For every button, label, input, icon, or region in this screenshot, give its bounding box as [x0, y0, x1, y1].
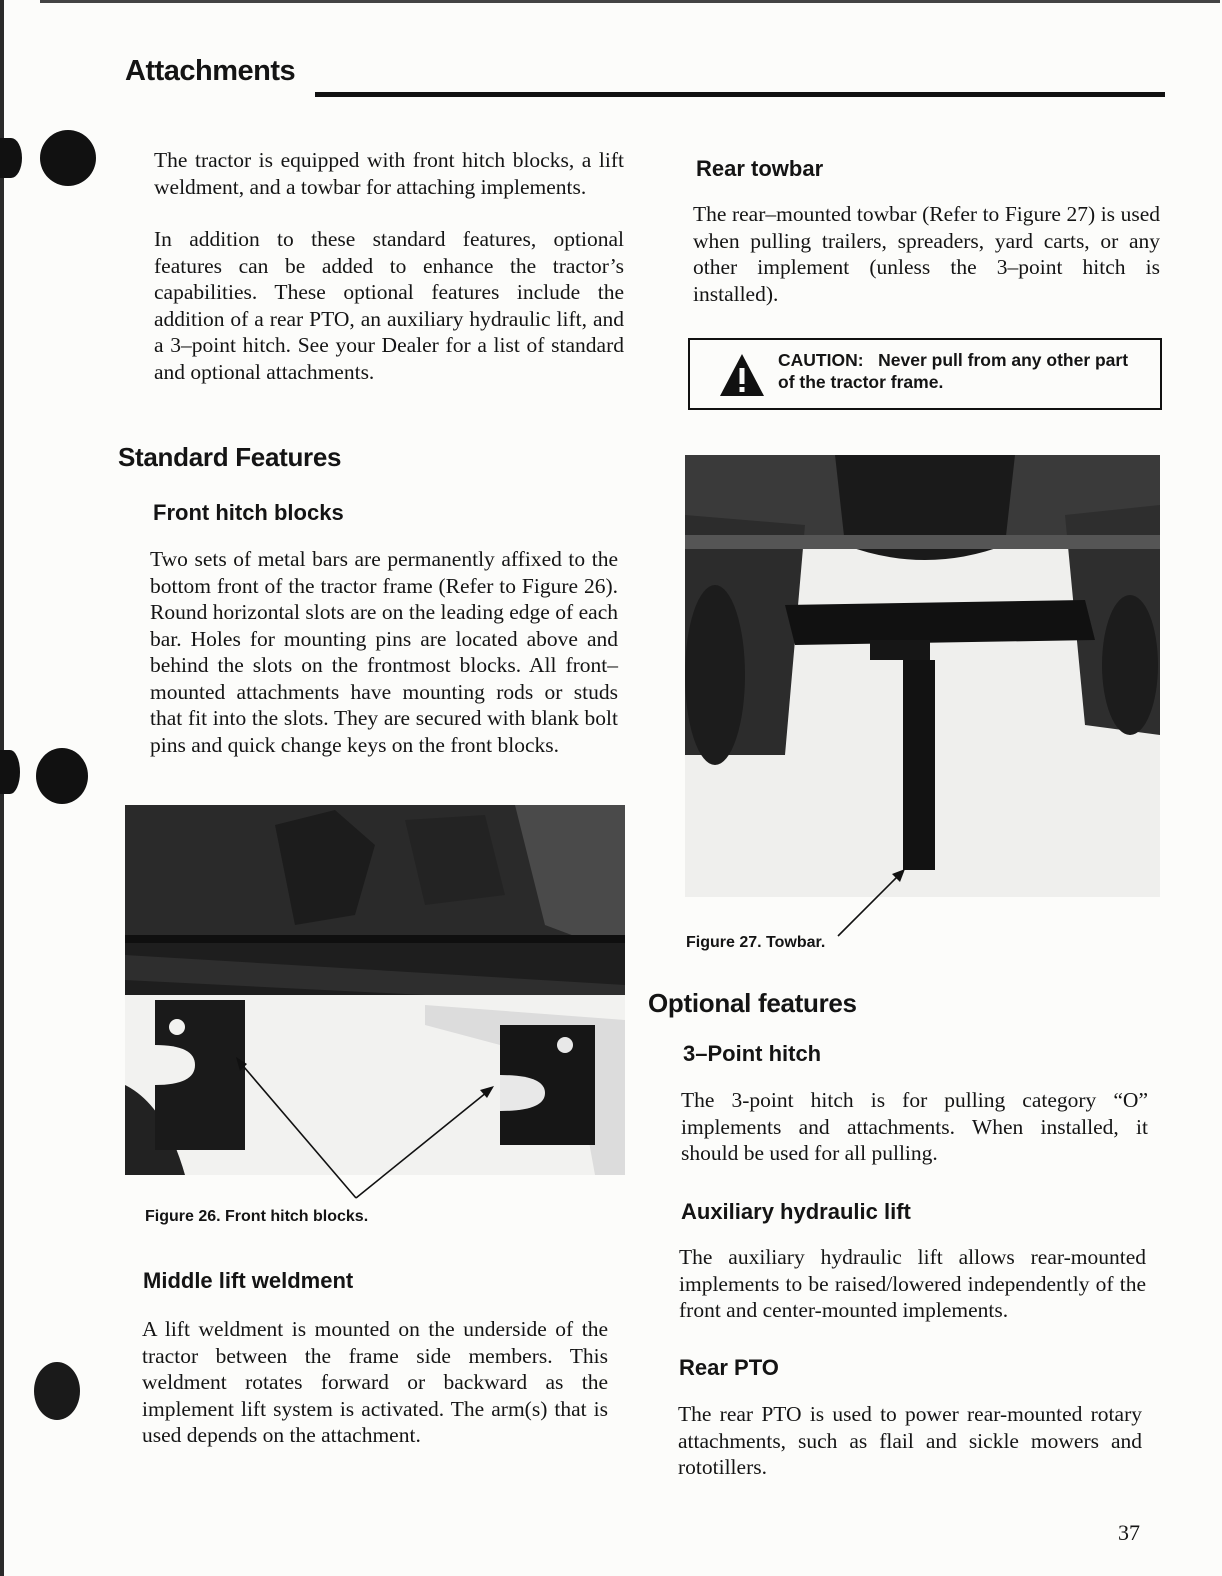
caution-label: CAUTION: — [778, 350, 864, 370]
figure-26-photo — [125, 805, 625, 1175]
three-point-hitch-heading: 3–Point hitch — [683, 1041, 822, 1066]
caution-text: Never pull from any other part of the tractor frame. — [778, 350, 1129, 392]
figure-27-photo — [685, 455, 1160, 897]
front-hitch-blocks-illustration — [125, 805, 625, 1175]
rear-pto-heading: Rear PTO — [679, 1355, 779, 1380]
binder-hole-middle — [36, 748, 88, 804]
caution-message — [778, 349, 1148, 393]
front-hitch-body: Two sets of metal bars are permanently affixed to the bottom front of the tractor frame (Refer to Figure 26). Round horizontal slots are on the leading edge of each bar. Holes for mounting pins are located above and behind the slots on the frontmost blocks. All front–mounted attachments have mounting rods or studs that fit into the slots. They are secured with blank bolt pins and quick change keys on the front blocks. — [150, 547, 618, 757]
rear-towbar-body: The rear–mounted towbar (Refer to Figure 27) is used when pulling trailers, spreaders, yard carts, or any other implement (unless the 3–point hitch is installed). — [693, 202, 1160, 306]
header-rule — [315, 92, 1165, 97]
binder-hole-top — [40, 130, 96, 186]
auxiliary-lift-section — [679, 1244, 1146, 1324]
page-number: 37 — [1118, 1520, 1140, 1545]
middle-lift-body: A lift weldment is mounted on the underside of the tractor between the frame side members. This weldment rotates forward or backward as the implement lift system is activated. The arm(s) that is used depends on the attachment. — [142, 1317, 608, 1447]
figure-26-caption: Figure 26. Front hitch blocks. — [145, 1208, 369, 1225]
binder-hole-shadow-middle — [0, 750, 20, 794]
page-title: Attachments — [125, 55, 296, 87]
three-point-hitch-body: The 3-point hitch is for pulling category “O” implements and attachments. When installed, it should be used for all pulling. — [681, 1088, 1148, 1165]
middle-lift-section — [142, 1316, 608, 1449]
intro-paragraph-1: The tractor is equipped with front hitch blocks, a lift weldment, and a towbar for attaching implements. — [154, 148, 624, 199]
intro-section — [154, 147, 624, 385]
binder-hole-bottom — [34, 1362, 80, 1420]
page-top-edge — [40, 0, 1220, 3]
auxiliary-lift-heading: Auxiliary hydraulic lift — [681, 1199, 911, 1224]
optional-features-heading: Optional features — [648, 988, 857, 1018]
intro-paragraph-2: In addition to these standard features, optional features can be added to enhance the tractor’s capabilities. These optional features include the addition of a rear PTO, an auxiliary hydraulic lift, and a 3–point hitch. See your Dealer for a list of standard and optional attachments. — [154, 227, 624, 384]
binder-hole-shadow-top — [0, 138, 22, 178]
warning-triangle-icon — [718, 352, 766, 398]
auxiliary-lift-body: The auxiliary hydraulic lift allows rear-mounted implements to be raised/lowered independently of the front and center-mounted implements. — [679, 1245, 1146, 1322]
rear-towbar-heading: Rear towbar — [696, 156, 824, 181]
three-point-hitch-section — [681, 1087, 1148, 1167]
middle-lift-heading: Middle lift weldment — [143, 1268, 354, 1293]
figure-27-caption: Figure 27. Towbar. — [686, 934, 826, 951]
caution-box — [688, 338, 1162, 410]
front-hitch-heading: Front hitch blocks — [153, 500, 344, 525]
rear-pto-section — [678, 1401, 1142, 1481]
rear-towbar-section — [693, 201, 1160, 307]
standard-features-heading: Standard Features — [118, 442, 342, 472]
rear-pto-body: The rear PTO is used to power rear-mounted rotary attachments, such as flail and sickle mowers and rototillers. — [678, 1402, 1142, 1479]
towbar-illustration — [685, 455, 1160, 897]
front-hitch-section — [150, 546, 618, 758]
